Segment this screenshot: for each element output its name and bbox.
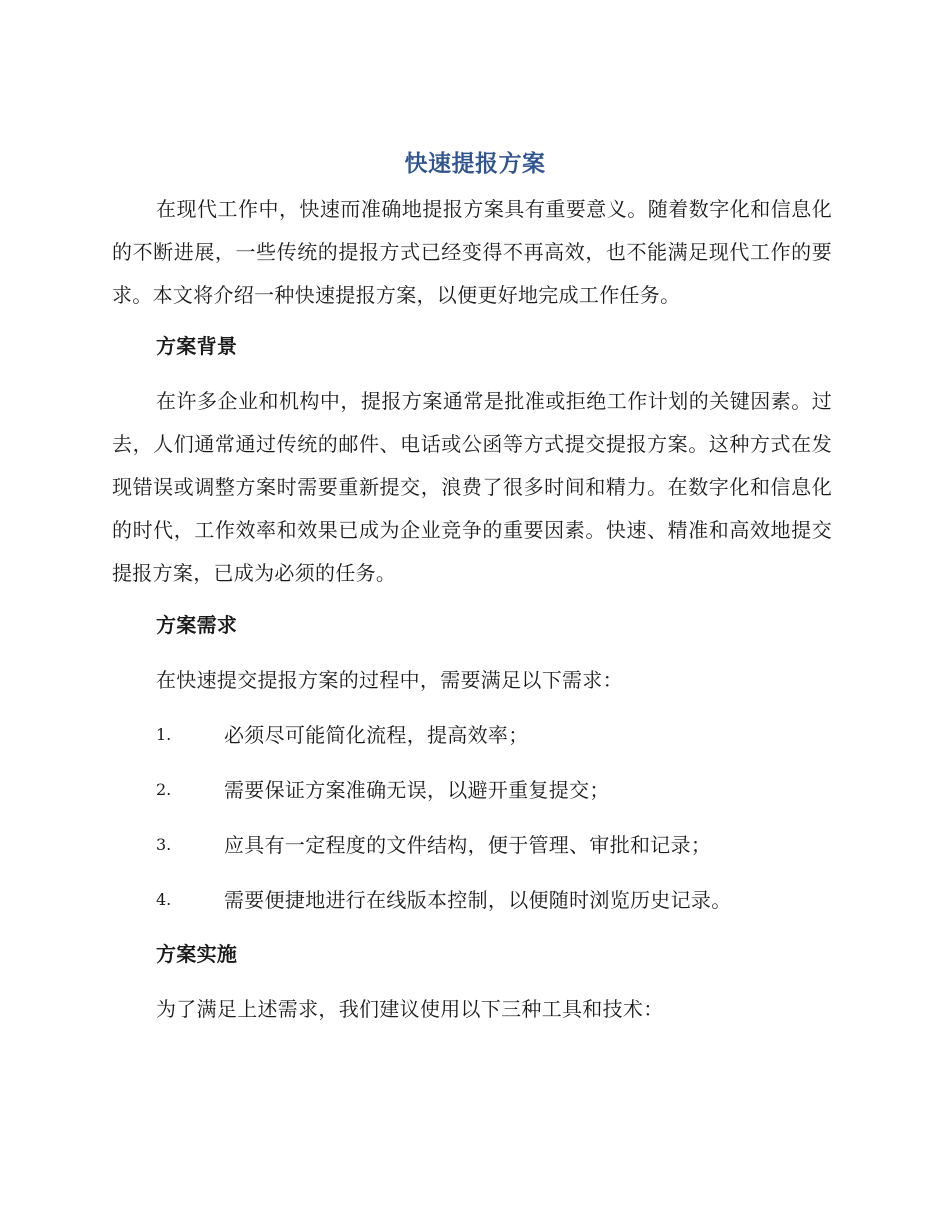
list-number: 3. <box>156 835 172 854</box>
list-item <box>156 717 836 753</box>
background-paragraph: 在许多企业和机构中，提报方案通常是批准或拒绝工作计划的关键因素。过去，人们通常通过传统的邮件、电话或公函等方式提交提报方案。这种方式在发现错误或调整方案时需要重新提交，浪费了很多时间和精力。在数字化和信息化的时代，工作效率和效果已成为企业竞争的重要因素。快速、精准和高效地提交提报方案，已成为必须的任务。 <box>112 389 832 585</box>
list-text: 需要便捷地进行在线版本控制，以便随时浏览历史记录。 <box>224 888 732 912</box>
section-heading-implementation: 方案实施 <box>156 942 238 966</box>
list-text: 需要保证方案准确无误，以避开重复提交； <box>224 778 610 802</box>
list-item <box>156 827 836 863</box>
list-text: 必须尽可能简化流程，提高效率； <box>224 723 529 747</box>
list-number: 1. <box>156 725 172 744</box>
section-heading-background: 方案背景 <box>156 334 238 358</box>
implementation-lead: 为了满足上述需求，我们建议使用以下三种工具和技术： <box>156 997 664 1021</box>
section-heading-requirements: 方案需求 <box>156 613 238 637</box>
list-item <box>156 772 836 808</box>
list-number: 2. <box>156 780 172 799</box>
document-title: 快速提报方案 <box>404 150 546 177</box>
requirements-lead: 在快速提交提报方案的过程中，需要满足以下需求： <box>156 668 623 692</box>
list-number: 4. <box>156 890 172 909</box>
list-text: 应具有一定程度的文件结构，便于管理、审批和记录； <box>224 833 712 857</box>
intro-paragraph: 在现代工作中，快速而准确地提报方案具有重要意义。随着数字化和信息化的不断进展，一些传统的提报方式已经变得不再高效，也不能满足现代工作的要求。本文将介绍一种快速提报方案，以便更好地完成工作任务。 <box>112 197 832 307</box>
list-item <box>156 882 836 918</box>
